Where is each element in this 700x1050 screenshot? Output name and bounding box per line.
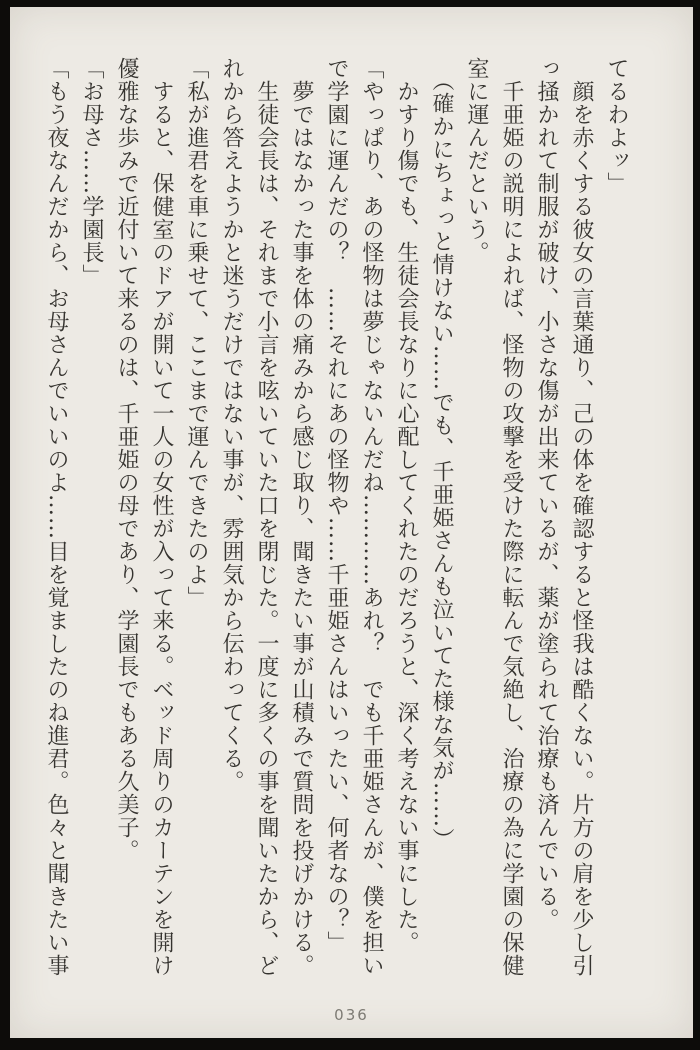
text-column: 千亜姫の説明によれば、怪物の攻撃を受けた際に転んで気絶し、治療の為に学園の保健 xyxy=(499,57,524,977)
text-column: 「やっぱり、あの怪物は夢じゃないんだね…………あれ？ でも千亜姫さんが、僕を担い xyxy=(359,57,384,977)
text-column: かすり傷でも、生徒会長なりに心配してくれたのだろうと、深く考えない事にした。 xyxy=(394,57,419,954)
text-column: すると、保健室のドアが開いて一人の女性が入って来る。ベッド周りのカーテンを開け xyxy=(149,57,174,977)
text-column: 「お母さ……学園長」 xyxy=(79,57,104,287)
text-column: れから答えようかと迷うだけではない事が、雰囲気から伝わってくる。 xyxy=(219,57,244,793)
text-block xyxy=(39,57,634,1007)
text-column: 優雅な歩みで近付いて来るのは、千亜姫の母であり、学園長でもある久美子。 xyxy=(114,57,139,862)
text-column: 「もう夜なんだから、お母さんでいいのよ……目を覚ましたのね進君。色々と聞きたい事 xyxy=(44,57,69,977)
text-column: （確かにちょっと情けない……でも、千亜姫さんも泣いてた様な気が……） xyxy=(429,57,454,851)
text-column: 室に運んだという。 xyxy=(464,57,489,264)
text-column: 夢ではなかった事を体の痛みから感じ取り、聞きたい事が山積みで質問を投げかける。 xyxy=(289,57,314,977)
book-page xyxy=(10,7,693,1038)
text-column: 生徒会長は、それまで小言を呟いていた口を閉じた。一度に多くの事を聞いたから、ど xyxy=(254,57,279,977)
text-column: てるわよッ」 xyxy=(604,57,629,195)
text-column: 「私が進君を車に乗せて、ここまで運んできたのよ」 xyxy=(184,57,209,609)
page-number: 036 xyxy=(334,1006,369,1024)
text-column: っ掻かれて制服が破け、小さな傷が出来ているが、薬が塗られて治療も済んでいる。 xyxy=(534,57,559,931)
text-column: 顔を赤くする彼女の言葉通り、己の体を確認すると怪我は酷くない。片方の肩を少し引 xyxy=(569,57,594,977)
text-column: で学園に運んだの？ ……それにあの怪物や……千亜姫さんはいったい、何者なの？」 xyxy=(324,57,349,954)
